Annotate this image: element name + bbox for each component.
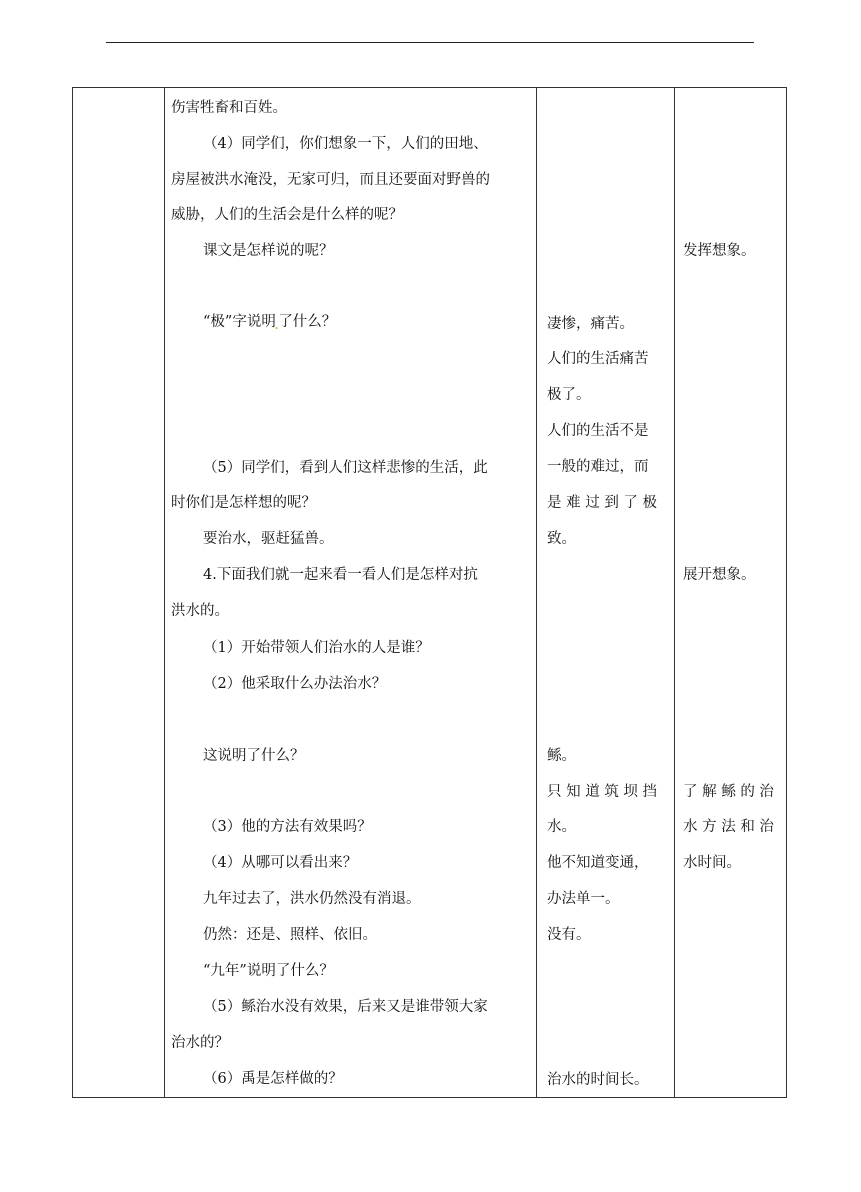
teacher-line: 要治水，驱赶猛兽。	[203, 531, 334, 547]
student-line: 凄惨，痛苦。	[547, 316, 634, 332]
student-line: 是 难 过 到 了 极	[547, 495, 658, 511]
section-column	[73, 88, 164, 1097]
student-line: 只 知 道 筑 坝 挡	[547, 784, 658, 800]
student-line: 他不知道变通，	[547, 855, 649, 871]
teacher-line: （6）禹是怎样做的？	[203, 1071, 343, 1087]
student-line: 致。	[547, 531, 576, 547]
teacher-line: “极”字说明$_.$了什么？	[203, 314, 337, 332]
teacher-line: 课文是怎样说的呢？	[203, 243, 334, 259]
teacher-line: 威胁，人们的生活会是什么样的呢？	[171, 207, 403, 223]
teacher-activity-column	[165, 88, 536, 1097]
teacher-line: 九年过去了，洪水仍然没有消退。	[203, 891, 421, 907]
teacher-line: （5）同学们，看到人们这样悲惨的生活，此	[203, 460, 488, 476]
teacher-line: （1）开始带领人们治水的人是谁？	[203, 640, 430, 656]
student-line: 没有。	[547, 927, 591, 943]
teacher-line: （2）他采取什么办法治水？	[203, 676, 387, 692]
student-line: 鲧。	[547, 748, 576, 764]
teacher-line: 时你们是怎样想的呢？	[171, 495, 316, 511]
intent-line: 展开想象。	[683, 567, 756, 583]
teacher-line: 仍然：还是、照样、依旧。	[203, 927, 377, 943]
student-line: 办法单一。	[547, 891, 620, 907]
student-line: 极了。	[547, 387, 591, 403]
student-line: 水。	[547, 819, 576, 835]
teacher-line: 伤害牲畜和百姓。	[171, 100, 287, 116]
student-line: 人们的生活不是	[547, 423, 649, 439]
intent-line: 发挥想象。	[683, 243, 756, 259]
teacher-line: 洪水的。	[171, 603, 229, 619]
highlight-dot: .	[274, 321, 279, 332]
lesson-table	[72, 87, 787, 1098]
design-intent-column	[675, 88, 787, 1097]
teacher-line: 房屋被洪水淹没，无家可归，而且还要面对野兽的	[171, 172, 490, 188]
teacher-line: （4）同学们，你们想象一下，人们的田地、	[203, 136, 488, 152]
student-line: 一般的难过，而	[547, 459, 649, 475]
student-line: 治水的时间长。	[547, 1072, 649, 1088]
teacher-line: 4.下面我们就一起来看一看人们是怎样对抗	[203, 567, 478, 583]
teacher-line: （3）他的方法有效果吗？	[203, 819, 372, 835]
header-rule	[106, 42, 754, 43]
teacher-line: 这说明了什么？	[203, 748, 305, 764]
intent-line: 水 方 法 和 治	[683, 819, 774, 835]
teacher-line: “九年”说明了什么？	[203, 963, 334, 979]
student-line: 人们的生活痛苦	[547, 351, 649, 367]
intent-line: 水时间。	[683, 855, 741, 871]
teacher-line: 治水的？	[171, 1035, 229, 1051]
student-activity-column	[537, 88, 674, 1097]
teacher-line: （5）鲧治水没有效果，后来又是谁带领大家	[203, 999, 488, 1015]
teacher-line: （4）从哪可以看出来？	[203, 855, 358, 871]
intent-line: 了 解 鲧 的 治	[683, 784, 774, 800]
